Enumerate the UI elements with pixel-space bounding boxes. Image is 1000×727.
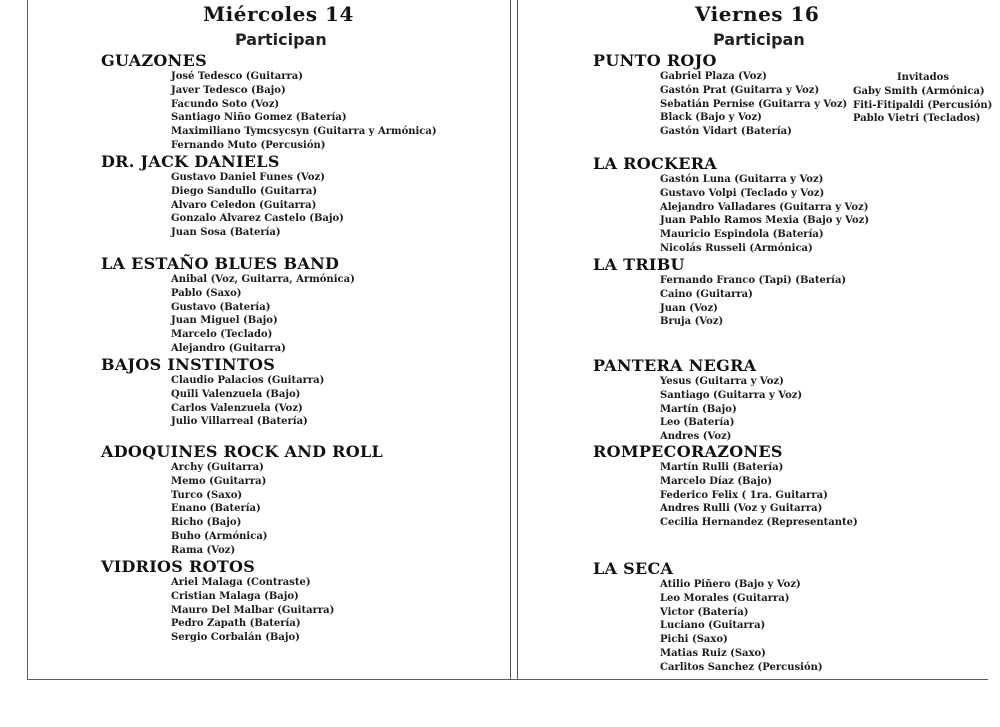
member-list (171, 576, 334, 645)
band-punto-rojo (593, 52, 847, 139)
member: Gustavo Volpi (Teclado y Voz) (660, 187, 825, 199)
member: Santiago Niño Gomez (Batería) (171, 112, 347, 124)
band-la-estano-blues-band (101, 255, 355, 356)
member: Federico Felix ( 1ra. Guitarra) (660, 489, 828, 501)
band-name: GUAZONES (101, 51, 207, 70)
guest-member: Gaby Smith (Armónica) (853, 85, 985, 97)
band-name: VIDRIOS ROTOS (101, 557, 256, 576)
member: José Tedesco (Guitarra) (171, 71, 303, 82)
day-title: Miércoles 14 (203, 2, 354, 26)
member: Javer Tedesco (Bajo) (171, 84, 286, 96)
center-divider-line (510, 0, 511, 680)
member: Andres (Voz) (660, 431, 732, 443)
member: Victor (Batería) (660, 606, 749, 618)
band-name: ADOQUINES ROCK AND ROLL (101, 442, 384, 461)
band-name: DR. JACK DANIELS (101, 152, 280, 171)
member: Santiago (Guitarra y Voz) (660, 389, 803, 401)
member-list (660, 375, 802, 444)
member: Memo (Guitarra) (171, 475, 267, 487)
band-la-tribu (593, 256, 846, 329)
member: Bruja (Voz) (660, 316, 724, 328)
member-list (171, 70, 437, 153)
band-dr-jack-daniels (101, 153, 344, 240)
guest-members (853, 85, 992, 126)
member: Gastón Prat (Guitarra y Voz) (660, 84, 820, 96)
band-name: LA TRIBU (593, 255, 685, 274)
member: Pablo (Saxo) (171, 287, 242, 299)
band-vidrios-rotos (101, 558, 334, 645)
day-column-friday (517, 0, 1000, 680)
band-name: LA SECA (593, 559, 674, 578)
band-la-rockera (593, 155, 869, 256)
member: Leo (Batería) (660, 417, 735, 429)
member: Gastón Vidart (Batería) (660, 126, 792, 138)
band-name: ROMPECORAZONES (593, 442, 783, 461)
member: Alejandro Valladares (Guitarra y Voz) (660, 201, 869, 213)
member: Ariel Malaga (Contraste) (171, 577, 311, 588)
member: Cecilia Hernandez (Representante) (660, 517, 858, 529)
member-list (171, 374, 324, 429)
member: Buho (Armónica) (171, 530, 268, 542)
member: Claudio Palacios (Guitarra) (171, 375, 325, 386)
member: Gabriel Plaza (Voz) (660, 71, 767, 82)
member-list (660, 578, 823, 675)
member: Luciano (Guitarra) (660, 620, 766, 632)
member-list (660, 70, 847, 139)
band-name: PANTERA NEGRA (593, 356, 757, 375)
member: Black (Bajo y Voz) (660, 112, 762, 124)
member: Gustavo (Batería) (171, 301, 271, 313)
member: Carlos Valenzuela (Voz) (171, 402, 303, 414)
member: Turco (Saxo) (171, 489, 243, 501)
member: Pedro Zapath (Batería) (171, 618, 301, 630)
member: Gonzalo Alvarez Castelo (Bajo) (171, 213, 344, 225)
member: Alvaro Celedon (Guitarra) (171, 199, 317, 211)
member: Facundo Soto (Voz) (171, 98, 280, 110)
band-name: BAJOS INSTINTOS (101, 355, 276, 374)
member: Yesus (Guitarra y Voz) (660, 376, 784, 387)
member-list (171, 273, 355, 356)
band-bajos-instintos (101, 356, 324, 429)
member-list (171, 171, 344, 240)
member: Mauricio Espindola (Batería) (660, 229, 824, 241)
member: Leo Morales (Guitarra) (660, 592, 790, 604)
member: Rama (Voz) (171, 544, 236, 556)
member-list (660, 173, 869, 256)
band-adoquines-rock-and-roll (101, 443, 383, 558)
participants-heading: Participan (235, 30, 327, 49)
member: Gastón Luna (Guitarra y Voz) (660, 174, 824, 185)
member: Mauro Del Malbar (Guitarra) (171, 604, 335, 616)
member: Juan (Voz) (660, 302, 718, 314)
member: Caino (Guitarra) (660, 288, 753, 300)
member: Juan Miguel (Bajo) (171, 315, 278, 327)
member: Fernando Franco (Tapi) (Batería) (660, 275, 847, 286)
member-list (660, 461, 858, 530)
band-name: LA ROCKERA (593, 154, 718, 173)
band-name: LA ESTAÑO BLUES BAND (101, 254, 340, 273)
member: Enano (Batería) (171, 503, 261, 515)
member: Carlitos Sanchez (Percusión) (660, 661, 823, 673)
member: Quili Valenzuela (Bajo) (171, 388, 301, 400)
member: Anibal (Voz, Guitarra, Armónica) (171, 274, 355, 285)
member: Diego Sandullo (Guitarra) (171, 185, 318, 197)
member-list (171, 461, 383, 558)
member: Maximiliano Tymcsycsyn (Guitarra y Armónica) (171, 126, 437, 138)
member: Andres Rulli (Voz y Guitarra) (660, 503, 823, 515)
guests-heading: Invitados (897, 72, 949, 83)
member: Gustavo Daniel Funes (Voz) (171, 172, 325, 183)
member: Sebatián Pernise (Guitarra y Voz) (660, 98, 848, 110)
member: Juan Sosa (Batería) (171, 227, 281, 239)
guest-member: Fiti-Fitipaldi (Percusión) (853, 99, 993, 111)
member: Cristian Malaga (Bajo) (171, 590, 299, 602)
member: Martín Rulli (Batería) (660, 462, 784, 473)
member: Alejandro (Guitarra) (171, 342, 286, 354)
member: Julio Villarreal (Batería) (171, 416, 308, 428)
guest-member: Pablo Vietri (Teclados) (853, 113, 981, 125)
guest-list (853, 71, 992, 126)
member: Marcelo Díaz (Bajo) (660, 475, 773, 487)
member: Pichi (Saxo) (660, 634, 728, 646)
band-la-seca (593, 560, 823, 675)
member: Atilio Piñero (Bajo y Voz) (660, 579, 801, 590)
band-rompecorazones (593, 443, 858, 530)
member: Martín (Bajo) (660, 403, 737, 415)
member: Matias Ruiz (Saxo) (660, 647, 766, 659)
day-title: Viernes 16 (695, 2, 820, 26)
participants-heading: Participan (713, 30, 805, 49)
band-guazones (101, 52, 437, 153)
member: Sergio Corbalán (Bajo) (171, 632, 300, 644)
band-name: PUNTO ROJO (593, 51, 717, 70)
band-pantera-negra (593, 357, 802, 444)
day-column-wednesday (0, 0, 510, 680)
member: Richo (Bajo) (171, 517, 242, 529)
member: Nicolás Russeli (Armónica) (660, 242, 813, 254)
member: Marcelo (Teclado) (171, 329, 273, 341)
member: Archy (Guitarra) (171, 462, 264, 473)
member: Fernando Muto (Percusión) (171, 139, 326, 151)
member: Juan Pablo Ramos Mexia (Bajo y Voz) (660, 215, 870, 227)
member-list (660, 274, 846, 329)
